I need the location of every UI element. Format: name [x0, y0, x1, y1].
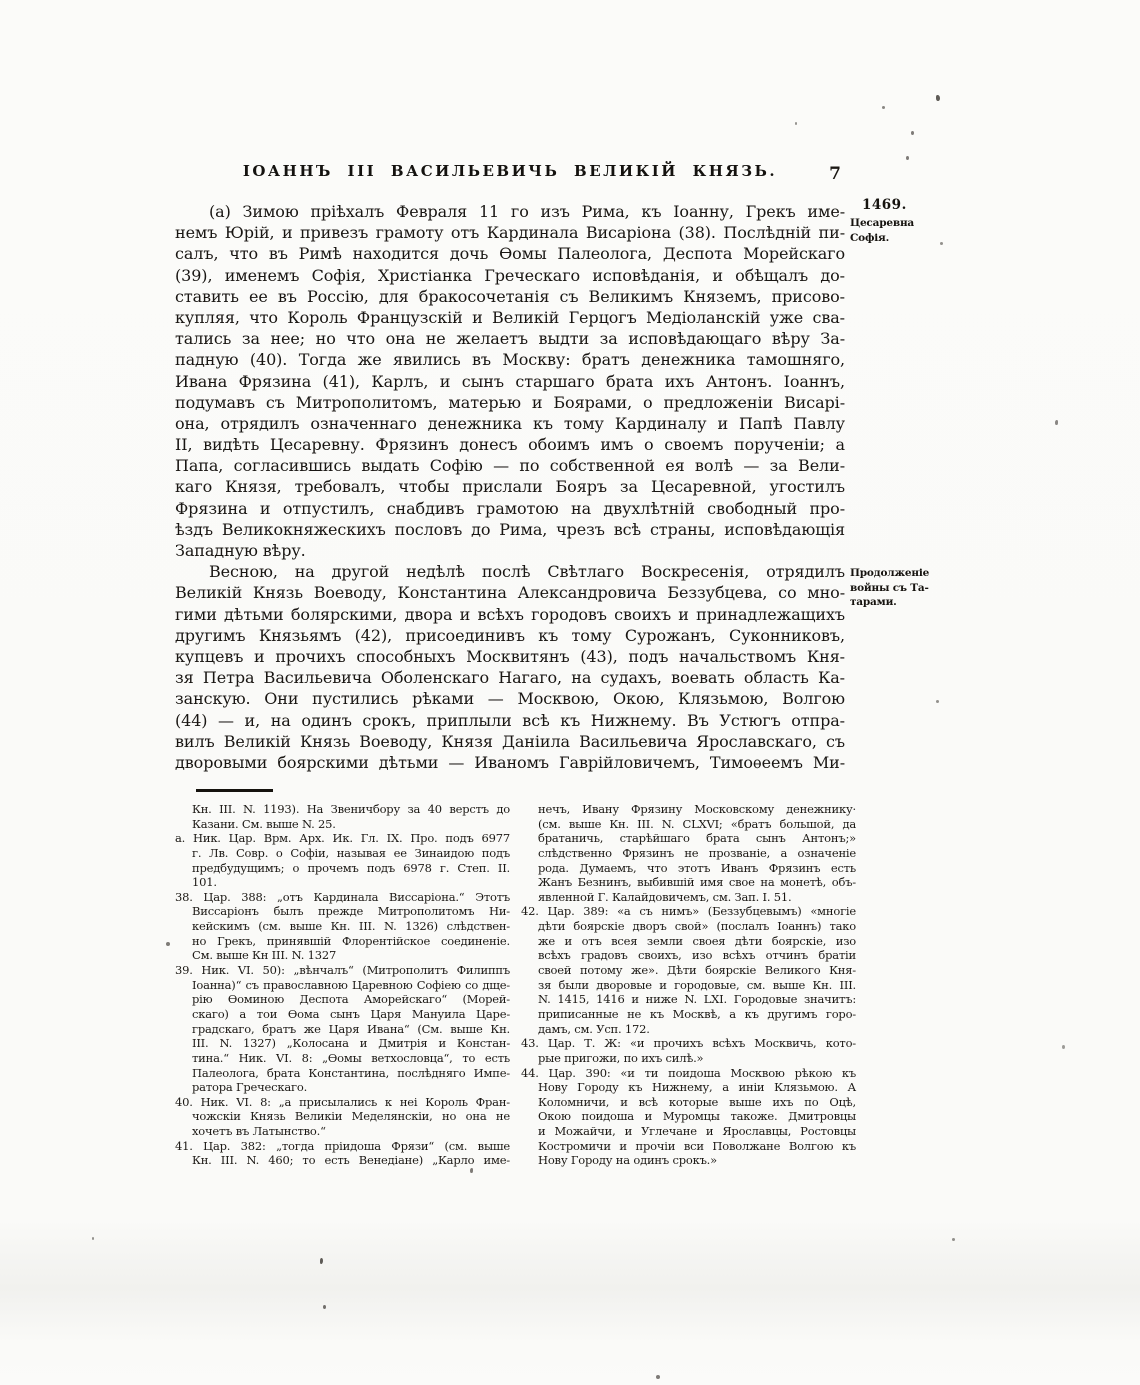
- text-line: купляя, что Король Французскій и Великій Герцогъ Медіоланскій уже сва-: [175, 307, 845, 327]
- footnote-column-left: [175, 802, 510, 1168]
- margin-note-year: 1469.: [862, 197, 907, 213]
- text-line: хочетъ въ Латынство.“: [192, 1124, 326, 1139]
- text-line: немъ Юрій, и привезъ грамоту отъ Кардинала Висаріона (38). Послѣдній пи-: [175, 223, 845, 243]
- text-line: дамъ, см. Усп. 172.: [538, 1021, 650, 1036]
- text-line: предбудущимъ; о прочемъ подъ 6978 г. Степ. II.: [192, 860, 510, 875]
- footnote-column-right: [521, 802, 856, 1168]
- text-line: она, отрядилъ означеннаго денежника къ тому Кардиналу и Папѣ Павлу: [175, 413, 845, 433]
- text-line: 39. Ник. VI. 50): „вѣнчалъ“ (Митрополитъ Филиппъ: [175, 963, 510, 978]
- text-line: Жанъ Безнинъ, выбившій имя свое на монетѣ, объ-: [538, 875, 856, 890]
- scan-speck: [952, 1238, 955, 1241]
- text-line: зя были дворовые и городовые, см. выше Кн. III.: [538, 977, 856, 992]
- text-line: III. N. 1327) „Колосана и Дмитрія и Констан-: [192, 1036, 510, 1051]
- text-line: 40. Ник. VI. 8: „а присылались к неі Король Фран-: [175, 1094, 510, 1109]
- text-line: Нову Городу къ Нижнему, а иніи Клязьмою. А: [538, 1080, 856, 1095]
- text-line: (44) — и, на одинъ срокъ, приплыли всѣ къ Нижнему. Въ Устюгъ отпра-: [175, 710, 845, 730]
- text-line: Цесаревна: [850, 217, 915, 229]
- text-line: зя Петра Васильевича Оболенскаго Нагаго, на судахъ, воевать область Ка-: [175, 668, 845, 688]
- text-line: дворовыми боярскими дѣтьми — Иваномъ Гаврійловичемъ, Тимоѳеемъ Ми-: [175, 752, 845, 772]
- text-line: N. 1415, 1416 и ниже N. LXI. Городовые значитъ:: [538, 992, 856, 1007]
- text-line: 38. Цар. 388: „отъ Кардинала Виссаріона.“ Этотъ: [175, 889, 510, 904]
- text-line: ѣздъ Великокняжескихъ пословъ до Рима, чрезъ всѣ страны, исповѣдающія: [175, 519, 845, 539]
- scan-speck: [92, 1237, 94, 1240]
- scan-speck: [936, 700, 939, 703]
- text-line: Фрязина и отпустилъ, снабдивъ грамотою на двухлѣтній свободный про-: [175, 498, 845, 518]
- text-line: Ивана Фрязина (41), Карлъ, и сынъ старшаго брата ихъ Антонъ. Іоаннъ,: [175, 371, 845, 391]
- margin-note: [850, 566, 928, 610]
- text-line: (39), именемъ Софія, Христіанка Греческаго исповѣданія, и обѣщалъ до-: [175, 265, 845, 285]
- text-line: г. Лв. Совр. о Софіи, называя ее Зинаидою подъ: [192, 845, 510, 860]
- text-line: каго Князя, требовалъ, чтобы прислали Бояръ за Цесаревной, угостилъ: [175, 477, 845, 497]
- text-line: 44. Цар. 390: «и ти поидоша Москвою рѣкою къ: [521, 1065, 856, 1080]
- scan-speck: [656, 1375, 660, 1379]
- scan-speck: [323, 1305, 326, 1309]
- scan-speck: [882, 106, 885, 109]
- text-line: приписанные не къ Москвѣ, а къ другимъ горо-: [538, 1006, 856, 1021]
- text-line: рые пригожи, по ихъ силѣ.»: [538, 1050, 704, 1065]
- body-paragraph: [175, 561, 845, 773]
- scan-speck: [320, 1258, 323, 1264]
- text-line: тарами.: [850, 596, 897, 608]
- text-line: подумавъ съ Митрополитомъ, матерью и Боярами, о предложеніи Висарі-: [175, 392, 845, 412]
- text-line: тались за нее; но что она не желаетъ выдти за исповѣдающаго вѣру За-: [175, 329, 845, 349]
- text-line: всѣхъ градовъ своихъ, изо всѣхъ отчинъ братіи: [538, 948, 856, 963]
- margin-note: [850, 216, 928, 245]
- text-line: явленной Г. Калайдовичемъ, см. Зап. I. 51.: [538, 889, 792, 904]
- text-line: Нову Городу на одинъ срокъ.»: [538, 1153, 717, 1168]
- text-line: градскаго, братъ же Царя Ивана“ (См. выше Кн.: [192, 1021, 510, 1036]
- text-line: тина.“ Ник. VI. 8: „Ѳомы ветхословца“, то есть: [192, 1050, 510, 1065]
- scan-speck: [911, 131, 914, 135]
- text-line: 101.: [192, 875, 217, 890]
- text-line: но Грекъ, принявшій Флорентійское соединеніе.: [192, 933, 510, 948]
- body-paragraph: [175, 201, 845, 561]
- text-line: Софія.: [850, 231, 890, 244]
- footnote-separator: [196, 789, 273, 792]
- text-line: Весною, на другой недѣлѣ послѣ Свѣтлаго Воскресенія, отрядилъ: [209, 562, 845, 582]
- text-line: войны съ Та-: [850, 581, 929, 594]
- text-line: 43. Цар. Т. Ж: «и прочихъ всѣхъ Москвичь, кото-: [521, 1036, 856, 1051]
- text-line: кейскимъ (см. выше Кн. III. N. 1326) слѣдствен-: [192, 919, 510, 934]
- text-line: Великій Князь Воеводу, Константина Александровича Беззубцева, со мно-: [175, 583, 845, 603]
- page-title: ІОАННЪ III ВАСИЛЬЕВИЧЬ ВЕЛИКІЙ КНЯЗЬ.: [242, 162, 778, 180]
- scan-speck: [470, 1168, 473, 1173]
- scan-speck: [166, 942, 170, 946]
- text-line: падную (40). Тогда же явились въ Москву: братъ денежника тамошняго,: [175, 350, 845, 370]
- running-head: [175, 162, 845, 186]
- scan-speck: [906, 156, 909, 160]
- text-line: нечъ, Ивану Фрязину Московскому денежнику·: [538, 802, 856, 816]
- page-number: 7: [829, 164, 841, 184]
- text-line: Виссаріонъ былъ прежде Митрополитомъ Ни-: [192, 904, 510, 919]
- text-line: ратора Греческаго.: [192, 1080, 308, 1095]
- text-line: (а) Зимою пріѣхалъ Февраля 11 го изъ Рима, къ Іоанну, Грекъ име-: [209, 202, 845, 221]
- text-line: и Можайчи, и Углечане и Ярославцы, Ростовцы: [538, 1124, 856, 1139]
- scan-speck: [1062, 1045, 1065, 1049]
- text-line: своей потому же». Дѣти боярскіе Великого Кня-: [538, 963, 856, 978]
- text-line: чожскіи Князь Великіи Меделянскіи, но она не: [192, 1109, 510, 1124]
- text-line: рода. Думаемъ, что этотъ Иванъ Фрязинъ есть: [538, 860, 856, 875]
- text-line: занскую. Они пустились рѣками — Москвою, Окою, Клязьмою, Волгою: [175, 689, 845, 709]
- text-line: Продолженіе: [850, 567, 930, 579]
- text-line: братаничь, старѣйшаго брата сынъ Антонъ;»: [538, 831, 856, 846]
- text-line: Костромичи и прочіи вси Поволжане Волгою къ: [538, 1138, 856, 1153]
- scan-speck: [936, 95, 940, 101]
- text-line: См. выше Кн III. N. 1327: [192, 948, 337, 963]
- text-line: 42. Цар. 389: «а съ нимъ» (Беззубцевымъ) «многіе: [521, 904, 856, 919]
- text-line: слѣдственно Фрязинъ не прозваніе, а означеніе: [538, 845, 856, 860]
- text-line: другимъ Князьямъ (42), присоединивъ къ тому Сурожанъ, Суконниковъ,: [175, 625, 845, 645]
- text-line: дѣти боярскіе дворъ свой» (послалъ Іоаннъ) тако: [538, 919, 856, 934]
- text-line: Окою поидоша и Муромцы такоже. Дмитровцы: [538, 1109, 856, 1124]
- footnotes-block: [175, 802, 857, 1168]
- text-line: ставить ее въ Россію, для бракосочетанія съ Великимъ Княземъ, присово-: [175, 286, 845, 306]
- text-line: рію Ѳоминою Деспота Аморейскаго“ (Морей-: [192, 992, 510, 1007]
- text-line: гими дѣтьми болярскими, двора и всѣхъ городовъ своихъ и принадлежащихъ: [175, 604, 845, 624]
- text-line: Коломничи, и всѣ которые выше ихъ по Оцѣ,: [538, 1094, 856, 1109]
- scan-speck: [1055, 420, 1058, 425]
- text-line: 41. Цар. 382: „тогда пріидоша Фрязи“ (см. выше: [175, 1138, 510, 1153]
- text-line: (см. выше Кн. III. N. CLXVI; «братъ большой, да: [538, 816, 856, 831]
- text-line: Палеолога, брата Константина, послѣдняго Импе-: [192, 1065, 510, 1080]
- text-line: Кн. III. N. 460; то есть Венедіане) „Карло име-: [192, 1153, 510, 1168]
- text-line: Папа, согласившись выдать Софію — по собственной ея волѣ — за Вели-: [175, 456, 845, 476]
- text-line: вилъ Великій Князь Воеводу, Князя Даніила Васильевича Ярославскаго, съ: [175, 731, 845, 751]
- main-text-block: [175, 201, 845, 773]
- text-line: Іоанна)“ съ православною Царевною Софіею со дще-: [192, 977, 510, 992]
- text-line: скаго) а тои Ѳома сынъ Царя Мануила Царе-: [192, 1006, 510, 1021]
- text-line: Кн. III. N. 1193). На Звеничбору за 40 верстъ до: [192, 802, 510, 816]
- text-line: Казани. См. выше N. 25.: [192, 816, 336, 831]
- text-line: Западную вѣру.: [175, 541, 306, 560]
- text-line: же и отъ всея земли своея дѣти боярскіе, изо: [538, 933, 856, 948]
- text-line: а. Ник. Цар. Врм. Арх. Ик. Гл. IX. Про. подъ 6977: [175, 831, 510, 846]
- text-line: салъ, что въ Римѣ находится дочь Ѳомы Палеолога, Деспота Морейскаго: [175, 244, 845, 264]
- scan-speck: [795, 122, 797, 125]
- text-line: купцевъ и прочихъ способныхъ Москвитянъ (43), подъ начальствомъ Кня-: [175, 646, 845, 666]
- text-line: II, видѣть Цесаревну. Фрязинъ донесъ обоимъ имъ о своемъ порученіи; а: [175, 435, 845, 455]
- scan-speck: [940, 242, 943, 245]
